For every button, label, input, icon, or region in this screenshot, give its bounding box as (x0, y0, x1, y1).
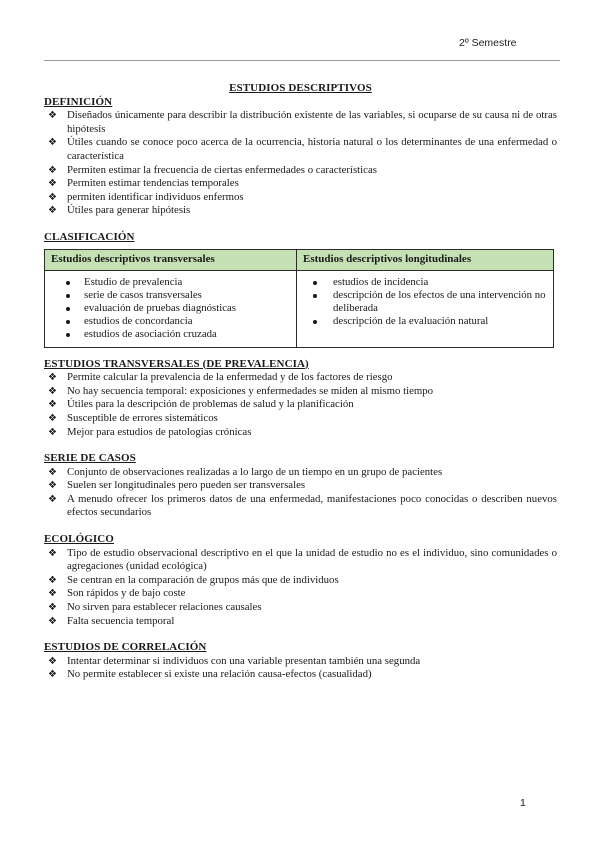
diamond-bullet-icon: ❖ (48, 466, 57, 478)
diamond-bullet-icon: ❖ (48, 493, 57, 505)
header-divider (44, 60, 560, 61)
diamond-bullet-icon: ❖ (48, 412, 57, 424)
document-title: ESTUDIOS DESCRIPTIVOS (229, 82, 372, 94)
list-item (44, 412, 557, 426)
longitudinales-types-list (303, 276, 547, 328)
list-item (44, 385, 557, 399)
list-item-text: Se centran en la comparación de grupos más que de individuos (67, 573, 339, 586)
section-title-correlacion: ESTUDIOS DE CORRELACIÓN (44, 641, 207, 654)
list-item (44, 655, 557, 669)
section-title-ecologico: ECOLÓGICO (44, 533, 114, 546)
list-item-text: descripción de los efectos de una intervención no deliberada (333, 288, 546, 314)
table-header-transversales: Estudios descriptivos transversales (45, 249, 297, 270)
section-title-transversales: ESTUDIOS TRANSVERSALES (DE PREVALENCIA) (44, 357, 309, 370)
list-item-text: Susceptible de errores sistemáticos (67, 411, 218, 424)
list-item (51, 289, 290, 302)
list-item-text: Intentar determinar si individuos con una variable presentan también una segunda (67, 654, 421, 667)
dot-bullet-icon (66, 333, 70, 337)
list-item (44, 479, 557, 493)
diamond-bullet-icon: ❖ (48, 547, 57, 559)
section-title-definicion: DEFINICIÓN (44, 95, 113, 108)
diamond-bullet-icon: ❖ (48, 574, 57, 586)
list-item (44, 177, 557, 191)
dot-bullet-icon (313, 294, 317, 298)
list-item-text: Permiten estimar la frecuencia de ciertas enfermedades o características (67, 163, 377, 176)
diamond-bullet-icon: ❖ (48, 164, 57, 176)
list-item-text: Permite calcular la prevalencia de la enfermedad y de los factores de riesgo (67, 371, 393, 384)
section-title-serie-casos: SERIE DE CASOS (44, 452, 136, 465)
diamond-bullet-icon: ❖ (48, 178, 57, 190)
list-item (44, 398, 557, 412)
list-item (44, 574, 557, 588)
list-item (51, 315, 290, 328)
definicion-list (44, 109, 557, 218)
list-item (44, 164, 557, 178)
diamond-bullet-icon: ❖ (48, 385, 57, 397)
diamond-bullet-icon: ❖ (48, 137, 57, 149)
list-item (44, 587, 557, 601)
dot-bullet-icon (313, 320, 317, 324)
transversales-list (44, 371, 557, 439)
list-item-text: Son rápidos y de bajo coste (67, 587, 186, 600)
list-item-text: estudios de asociación cruzada (84, 327, 217, 340)
list-item-text: Permiten estimar tendencias temporales (67, 177, 239, 190)
clasificacion-table (44, 249, 554, 348)
list-item (44, 466, 557, 480)
diamond-bullet-icon: ❖ (48, 191, 57, 203)
list-item-text: Falta secuencia temporal (67, 614, 175, 627)
list-item (44, 493, 557, 520)
list-item (44, 136, 557, 163)
list-item-text: No hay secuencia temporal: exposiciones y enfermedades se miden al mismo tiempo (67, 384, 434, 397)
list-item-text: estudios de incidencia (333, 275, 429, 288)
list-item (44, 109, 557, 136)
list-item (51, 302, 290, 315)
list-item-text: Mejor para estudios de patologías crónicas (67, 425, 252, 438)
list-item-text: Estudio de prevalencia (84, 275, 183, 288)
diamond-bullet-icon: ❖ (48, 372, 57, 384)
list-item-text: Diseñados únicamente para describir la distribución existente de las variables, si ocuparse de su causa ni de otras hipótesis (67, 109, 557, 135)
list-item-text: serie de casos transversales (84, 288, 202, 301)
diamond-bullet-icon: ❖ (48, 588, 57, 600)
list-item-text: No permite establecer si existe una relación causa-efectos (casualidad) (67, 668, 372, 681)
ecologico-list (44, 547, 557, 629)
list-item (303, 289, 547, 315)
table-cell-longitudinales (297, 270, 554, 347)
diamond-bullet-icon: ❖ (48, 655, 57, 667)
list-item (44, 191, 557, 205)
serie-casos-list (44, 466, 557, 520)
list-item (51, 276, 290, 289)
document-body (44, 82, 557, 682)
dot-bullet-icon (313, 281, 317, 285)
diamond-bullet-icon: ❖ (48, 205, 57, 217)
table-cell-transversales (45, 270, 297, 347)
list-item-text: Tipo de estudio observacional descriptivo en el que la unidad de estudio no es el individuo, sino comunidades o agregaciones (unidad ecológica) (67, 546, 557, 573)
list-item (44, 371, 557, 385)
transversales-types-list (51, 276, 290, 341)
list-item (303, 276, 547, 289)
diamond-bullet-icon: ❖ (48, 480, 57, 492)
table-header-longitudinales: Estudios descriptivos longitudinales (297, 249, 554, 270)
list-item-text: No sirven para establecer relaciones causales (67, 601, 262, 614)
list-item-text: evaluación de pruebas diagnósticas (84, 301, 236, 314)
dot-bullet-icon (66, 294, 70, 298)
diamond-bullet-icon: ❖ (48, 426, 57, 438)
list-item-text: descripción de la evaluación natural (333, 314, 489, 327)
dot-bullet-icon (66, 320, 70, 324)
section-title-clasificacion: CLASIFICACIÓN (44, 230, 135, 243)
list-item-text: permiten identificar individuos enfermos (67, 190, 244, 203)
page-number: 1 (520, 797, 526, 809)
list-item-text: estudios de concordancia (84, 314, 193, 327)
list-item-text: Conjunto de observaciones realizadas a lo largo de un tiempo en un grupo de pacientes (67, 465, 443, 478)
diamond-bullet-icon: ❖ (48, 602, 57, 614)
diamond-bullet-icon: ❖ (48, 615, 57, 627)
list-item-text: Suelen ser longitudinales pero pueden ser transversales (67, 479, 306, 492)
list-item (44, 601, 557, 615)
list-item-text: Útiles para generar hipótesis (67, 204, 191, 217)
list-item-text: Útiles cuando se conoce poco acerca de la ocurrencia, historia natural o los determinantes de una enfermedad o característica (67, 136, 557, 162)
list-item (44, 426, 557, 440)
diamond-bullet-icon: ❖ (48, 669, 57, 681)
dot-bullet-icon (66, 281, 70, 285)
diamond-bullet-icon: ❖ (48, 399, 57, 411)
list-item-text: Útiles para la descripción de problemas de salud y la planificación (67, 398, 354, 411)
header-semester: 2º Semestre (459, 37, 517, 49)
list-item (44, 668, 557, 682)
list-item (44, 204, 557, 218)
list-item (44, 615, 557, 629)
diamond-bullet-icon: ❖ (48, 110, 57, 122)
list-item (44, 547, 557, 574)
dot-bullet-icon (66, 307, 70, 311)
correlacion-list (44, 655, 557, 682)
list-item (51, 328, 290, 341)
list-item (303, 315, 547, 328)
list-item-text: A menudo ofrecer los primeros datos de una enfermedad, manifestaciones poco conocidas o describen nuevos efectos secundarios (67, 492, 557, 519)
